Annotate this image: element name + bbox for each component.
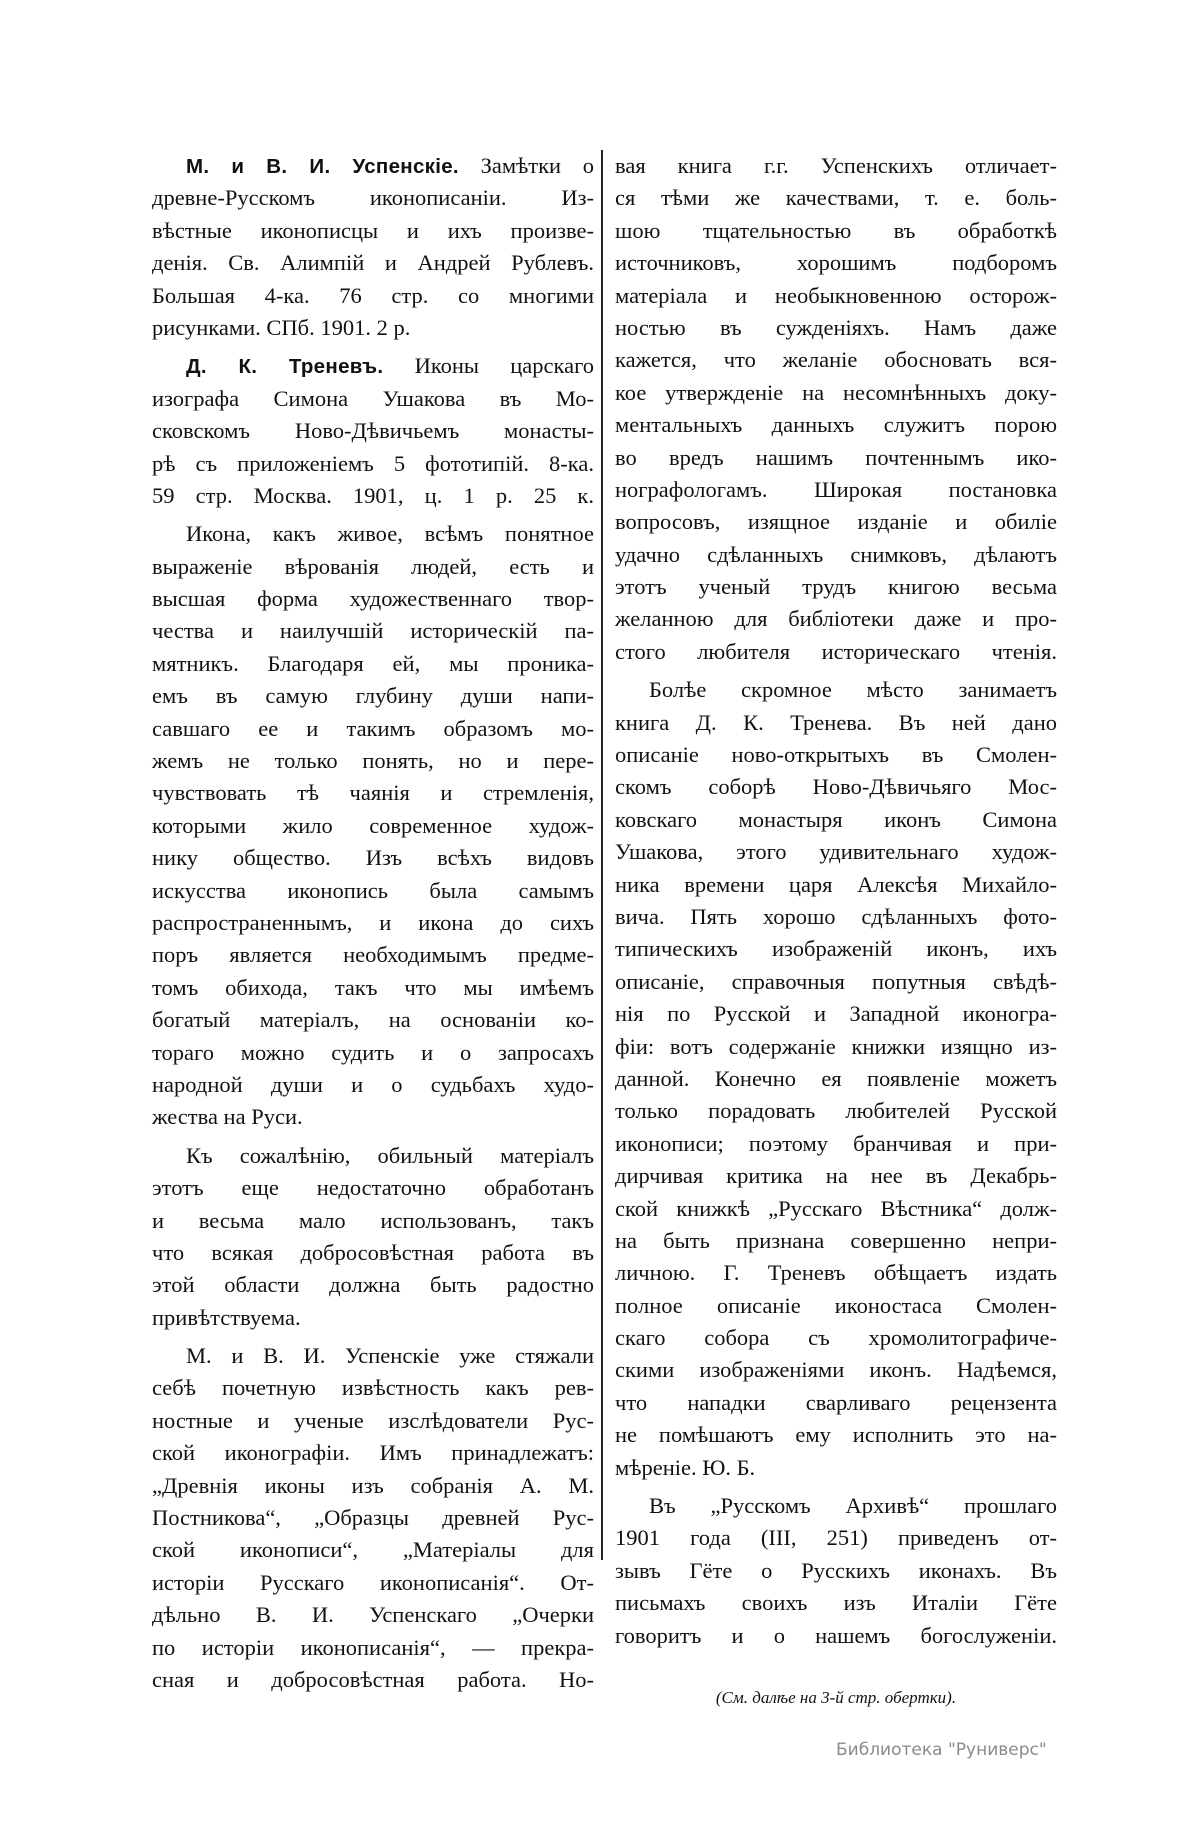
text-line [152, 1340, 594, 1372]
line-text: мѣреніе. Ю. Б. [615, 1454, 756, 1480]
line-text: по исторіи иконописанія“, — прекра- [152, 1634, 594, 1660]
text-line [615, 836, 1057, 868]
text-line [615, 933, 1057, 965]
text-line [152, 1502, 594, 1534]
text-line [152, 415, 594, 447]
text-line [152, 1534, 594, 1566]
line-text: ской иконографіи. Имъ принадлежатъ: [152, 1440, 594, 1466]
paragraph [152, 518, 594, 1133]
line-text: фіи: вотъ содержаніе книжки изящно из- [615, 1033, 1057, 1059]
text-line [152, 1567, 594, 1599]
text-line [615, 1128, 1057, 1160]
line-text: Иконы царскаго [383, 353, 594, 379]
line-text: рѣ съ приложеніемъ 5 фототипій. 8-ка. [152, 450, 594, 476]
text-line [615, 377, 1057, 409]
text-line [152, 312, 594, 344]
line-text: жества на Руси. [152, 1104, 303, 1130]
text-line [152, 713, 594, 745]
line-text: скомъ соборѣ Ново-Дѣвичьяго Мос- [615, 774, 1057, 800]
line-text: тораго можно судить и о запросахъ [152, 1039, 594, 1065]
author-name: Д. К. Треневъ. [186, 355, 384, 379]
line-text: желанною для библіотеки даже и про- [615, 606, 1057, 632]
line-text: Ушакова, этого удивительнаго худож- [615, 839, 1057, 865]
text-line [615, 739, 1057, 771]
line-text: сная и добросовѣстная работа. Но- [152, 1666, 594, 1692]
text-line [152, 1470, 594, 1502]
text-line [615, 804, 1057, 836]
text-line [152, 1664, 594, 1696]
line-text: 59 стр. Москва. 1901, ц. 1 р. 25 к. [152, 482, 594, 508]
text-line [152, 972, 594, 1004]
text-line [615, 1095, 1057, 1127]
line-text: что нападки сварливаго рецензента [615, 1389, 1057, 1415]
text-line [615, 771, 1057, 803]
line-text: ностные и ученые изслѣдователи Рус- [152, 1407, 594, 1433]
line-text: Болѣе скромное мѣсто занимаетъ [649, 677, 1057, 703]
text-line [615, 215, 1057, 247]
line-text: Большая 4-ка. 76 стр. со многими [152, 282, 594, 308]
line-text: дѣльно В. И. Успенскаго „Очерки [152, 1602, 594, 1628]
line-text: во вредъ нашимъ почтеннымъ ико- [615, 444, 1057, 470]
paragraph [152, 1340, 594, 1696]
line-text: народной души и о судьбахъ худо- [152, 1071, 594, 1097]
text-line [615, 1063, 1057, 1095]
line-text: ковскаго монастыря иконъ Симона [615, 806, 1057, 832]
text-line [152, 1172, 594, 1204]
line-text: скаго собора съ хромолитографиче- [615, 1325, 1057, 1351]
text-line [615, 409, 1057, 441]
line-text: денія. Св. Алимпій и Андрей Рублевъ. [152, 250, 594, 276]
line-text: нику общество. Изъ всѣхъ видовъ [152, 845, 594, 871]
text-line [615, 603, 1057, 635]
text-line [615, 636, 1057, 668]
text-line [152, 1237, 594, 1269]
line-text: этотъ ученый трудъ книгою весьма [615, 574, 1057, 600]
text-line [615, 1225, 1057, 1257]
line-text: искусства иконопись была самымъ [152, 877, 594, 903]
text-line [615, 571, 1057, 603]
line-text: кажется, что желаніе обосновать вся- [615, 347, 1057, 373]
line-text: Замѣтки о [458, 153, 594, 178]
text-line [615, 901, 1057, 933]
line-text: поръ является необходимымъ предме- [152, 942, 594, 968]
text-line [615, 280, 1057, 312]
line-text: только порадовать любителей Русской [615, 1098, 1057, 1124]
text-line [152, 907, 594, 939]
line-text: мятникъ. Благодаря ей, мы проника- [152, 650, 594, 676]
text-line [615, 506, 1057, 538]
line-text: нія по Русской и Западной иконогра- [615, 1001, 1057, 1027]
line-text: удачно сдѣланныхъ снимковъ, дѣлаютъ [615, 541, 1057, 567]
line-text: ся тѣми же качествами, т. е. боль- [615, 185, 1057, 211]
line-text: которыми жило современное худож- [152, 812, 594, 838]
text-line [152, 1405, 594, 1437]
line-text: емъ въ самую глубину души напи- [152, 683, 594, 709]
line-text: письмахъ своихъ изъ Италіи Гёте [615, 1590, 1057, 1616]
line-text: кое утвержденіе на несомнѣнныхъ доку- [615, 379, 1057, 405]
text-line [152, 247, 594, 279]
line-text: нографологамъ. Широкая постановка [615, 476, 1057, 502]
text-line [152, 875, 594, 907]
text-line [615, 150, 1057, 182]
author-name: М. и В. И. Успенскіе. [186, 155, 459, 178]
paragraph [152, 350, 594, 512]
line-text: источниковъ, хорошимъ подборомъ [615, 250, 1057, 276]
text-line [152, 680, 594, 712]
line-text: что всякая добросовѣстная работа въ [152, 1239, 594, 1265]
text-line [615, 1031, 1057, 1063]
text-line [152, 810, 594, 842]
line-text: древне-Русскомъ иконописаніи. Из- [152, 185, 594, 211]
text-line [615, 869, 1057, 901]
text-line [152, 583, 594, 615]
line-text: М. и В. И. Успенскіе уже стяжали [186, 1343, 594, 1369]
line-text: распространеннымъ, и икона до сихъ [152, 909, 594, 935]
line-text: „Древнія иконы изъ собранія А. М. [152, 1472, 594, 1498]
line-text: чувствовать тѣ чаянія и стремленія, [152, 780, 594, 806]
line-text: этой области должна быть радостно [152, 1272, 594, 1298]
text-line [152, 280, 594, 312]
line-text: книга Д. К. Тренева. Въ ней дано [615, 709, 1057, 735]
line-text: вѣстные иконописцы и ихъ произве- [152, 217, 594, 243]
text-line [152, 1004, 594, 1036]
text-line [615, 674, 1057, 706]
line-text: ника времени царя Алексѣя Михайло- [615, 871, 1057, 897]
line-text: описаніе, справочныя попутныя свѣдѣ- [615, 968, 1057, 994]
line-text: высшая форма художественнаго твор- [152, 586, 594, 612]
text-line [615, 344, 1057, 376]
text-line [152, 182, 594, 214]
text-line [152, 1069, 594, 1101]
line-text: привѣтствуема. [152, 1304, 301, 1330]
text-line [615, 1193, 1057, 1225]
line-text: себѣ почетную извѣстность какъ рев- [152, 1375, 594, 1401]
text-line [152, 1632, 594, 1664]
text-line [615, 539, 1057, 571]
text-line [615, 1419, 1057, 1451]
text-line [615, 1555, 1057, 1587]
line-text: личною. Г. Треневъ обѣщаетъ издать [615, 1260, 1057, 1286]
text-line [615, 966, 1057, 998]
text-line [615, 1620, 1057, 1652]
line-text: полное описаніе иконостаса Смолен- [615, 1292, 1057, 1318]
text-line [152, 480, 594, 512]
text-line [152, 1269, 594, 1301]
line-text: выраженіе вѣрованія людей, есть и [152, 553, 594, 579]
text-line [615, 1160, 1057, 1192]
text-line [152, 383, 594, 415]
library-watermark: Библиотека "Руниверс" [836, 1740, 1047, 1760]
paragraph [152, 150, 594, 344]
line-text: Икона, какъ живое, всѣмъ понятное [186, 521, 594, 547]
line-text: исторіи Русскаго иконописанія“. От- [152, 1569, 594, 1595]
text-line [615, 1587, 1057, 1619]
line-text: рисунками. СПб. 1901. 2 р. [152, 314, 411, 340]
text-line [152, 1437, 594, 1469]
column-divider [601, 150, 603, 1560]
paragraph [615, 150, 1057, 668]
line-text: ментальныхъ данныхъ служитъ порою [615, 412, 1057, 438]
line-text: говоритъ и о нашемъ богослуженіи. [615, 1622, 1057, 1648]
line-text: описаніе ново-открытыхъ въ Смолен- [615, 742, 1057, 768]
line-text: вопросовъ, изящное изданіе и обиліе [615, 509, 1057, 535]
text-line [152, 518, 594, 550]
text-line [615, 1257, 1057, 1289]
text-line [615, 182, 1057, 214]
line-text: савшаго ее и такимъ образомъ мо- [152, 715, 594, 741]
line-text: Къ сожалѣнію, обильный матеріалъ [186, 1142, 594, 1168]
continuation-footnote: (См. далѣе на 3-й стр. обертки). [715, 1688, 957, 1707]
line-text: богатый матеріалъ, на основаніи ко- [152, 1007, 594, 1033]
line-text: стого любителя историческаго чтенія. [615, 638, 1057, 664]
line-text: дирчивая критика на нее въ Декабрь- [615, 1163, 1057, 1189]
text-line [152, 648, 594, 680]
text-line [615, 1490, 1057, 1522]
paragraph [615, 1490, 1057, 1652]
text-line [615, 1322, 1057, 1354]
left-column [152, 150, 594, 1702]
text-line [615, 312, 1057, 344]
line-text: этотъ еще недостаточно обработанъ [152, 1175, 594, 1201]
text-line [615, 247, 1057, 279]
line-text: типическихъ изображеній иконъ, ихъ [615, 936, 1057, 962]
line-text: Въ „Русскомъ Архивѣ“ прошлаго [649, 1493, 1057, 1519]
line-text: и весьма мало использованъ, такъ [152, 1207, 594, 1233]
text-line [152, 615, 594, 647]
line-text: скими изображеніями иконъ. Надѣемся, [615, 1357, 1057, 1383]
paragraph [152, 1140, 594, 1334]
line-text: томъ обихода, такъ что мы имѣемъ [152, 974, 594, 1000]
right-column [615, 150, 1057, 1658]
paragraph [615, 674, 1057, 1484]
text-line [152, 777, 594, 809]
text-line [152, 1599, 594, 1631]
line-text: ской книжкѣ „Русскаго Вѣстника“ долж- [615, 1195, 1057, 1221]
text-line [152, 1302, 594, 1334]
text-line [615, 1522, 1057, 1554]
text-line [152, 150, 594, 182]
text-line [615, 442, 1057, 474]
text-line [152, 1037, 594, 1069]
line-text: изографа Симона Ушакова въ Мо- [152, 385, 594, 411]
text-line [152, 215, 594, 247]
text-line [615, 1452, 1057, 1484]
line-text: матеріала и необыкновенною осторож- [615, 282, 1057, 308]
line-text: иконописи; поэтому бранчивая и при- [615, 1130, 1057, 1156]
text-line [152, 1101, 594, 1133]
line-text: на быть признана совершенно непри- [615, 1227, 1057, 1253]
line-text: 1901 года (III, 251) приведенъ от- [615, 1525, 1057, 1551]
line-text: сковскомъ Ново-Дѣвичьемъ монасты- [152, 418, 594, 444]
line-text: ностью въ сужденіяхъ. Намъ даже [615, 314, 1057, 340]
text-line [615, 1354, 1057, 1386]
text-line [152, 448, 594, 480]
line-text: шою тщательностью въ обработкѣ [615, 217, 1057, 243]
text-line [615, 998, 1057, 1030]
line-text: не помѣшаютъ ему исполнить это на- [615, 1422, 1057, 1448]
text-line [152, 1372, 594, 1404]
line-text: вая книга г.г. Успенскихъ отличает- [615, 153, 1057, 178]
text-line [615, 1290, 1057, 1322]
text-line [152, 745, 594, 777]
text-line [152, 1205, 594, 1237]
line-text: данной. Конечно ея появленіе можетъ [615, 1065, 1057, 1091]
text-line [152, 350, 594, 382]
line-text: вича. Пять хорошо сдѣланныхъ фото- [615, 903, 1057, 929]
line-text: чества и наилучшій историческій па- [152, 618, 594, 644]
text-line [152, 939, 594, 971]
line-text: жемъ не только понять, но и пере- [152, 748, 594, 774]
line-text: Постникова“, „Образцы древней Рус- [152, 1505, 594, 1531]
text-line [152, 551, 594, 583]
text-line [615, 474, 1057, 506]
line-text: зывъ Гёте о Русскихъ иконахъ. Въ [615, 1557, 1057, 1583]
text-line [615, 707, 1057, 739]
line-text: ской иконописи“, „Матеріалы для [152, 1537, 594, 1563]
text-line [152, 1140, 594, 1172]
text-line [615, 1387, 1057, 1419]
text-line [152, 842, 594, 874]
